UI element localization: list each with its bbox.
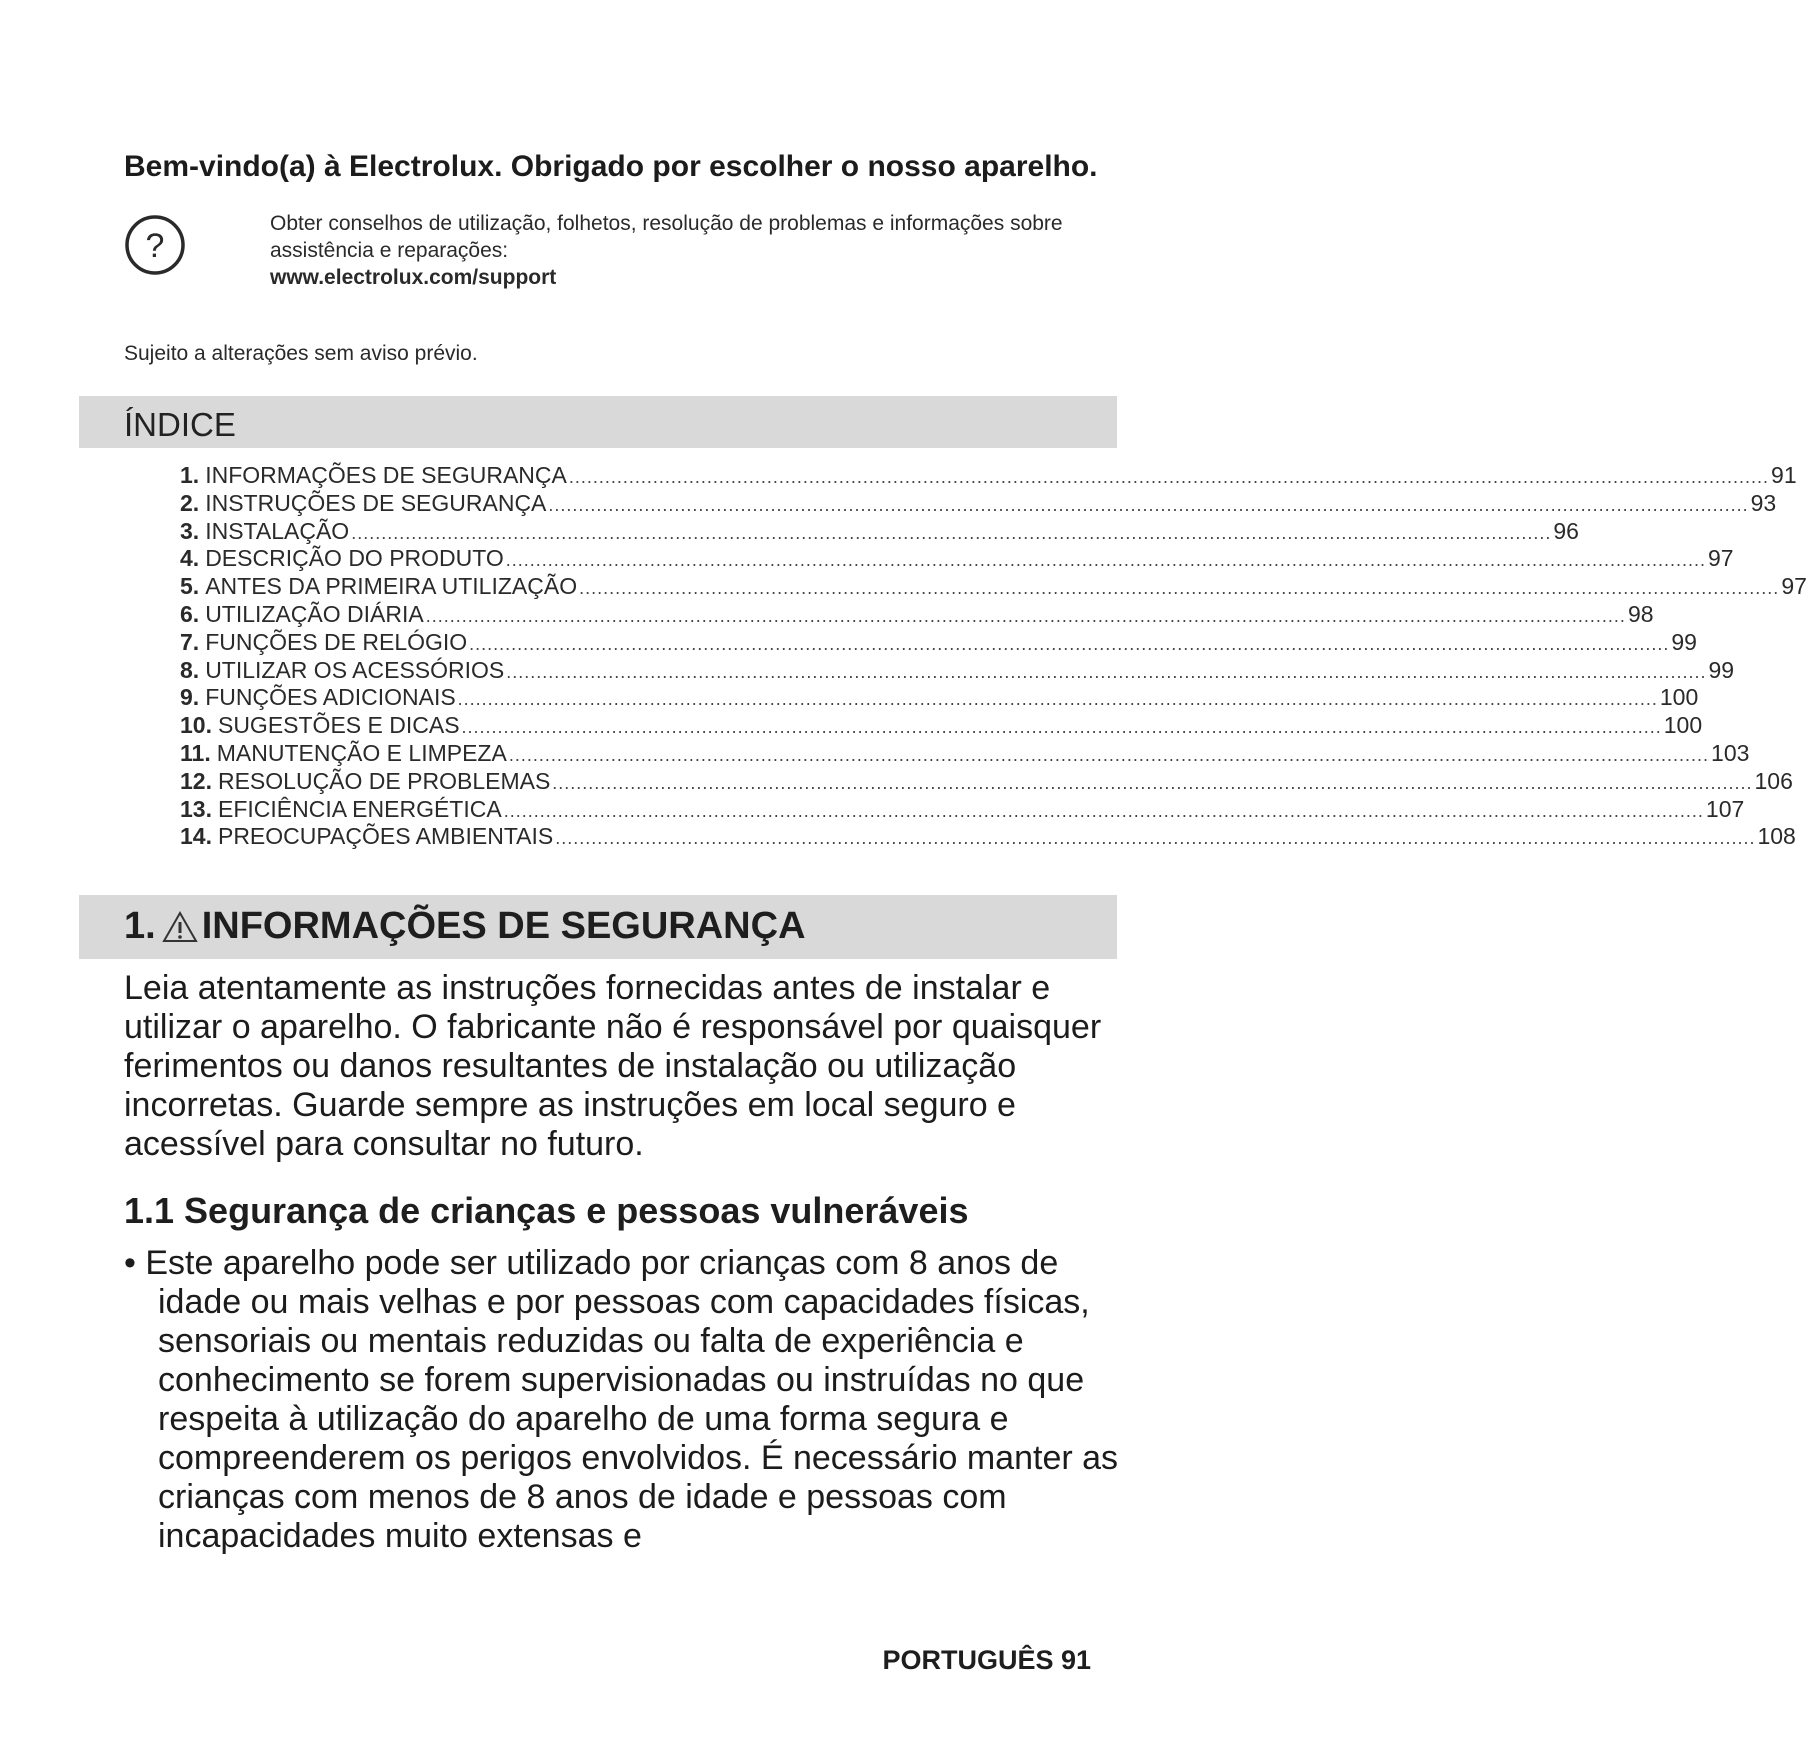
svg-text:?: ?	[145, 227, 165, 265]
toc-item-number: 8.	[180, 656, 200, 683]
toc-leader-dots: ........................................................................................................................................................................................................	[461, 717, 1662, 738]
table-of-contents	[180, 462, 1807, 851]
toc-leader-dots: ........................................................................................................................................................................................................	[555, 828, 1756, 849]
bullet-text: Este aparelho pode ser utilizado por crianças com 8 anos de idade ou mais velhas e por pessoas com capacidades físicas, sensoriais ou mentais reduzidas ou falta de experiência e conhecimento se forem supervisionadas ou instruídas no que respeita à utilização do aparelho de uma forma segura e compreenderem os perigos envolvidos. É necessário manter as crianças com menos de 8 anos de idade e pessoas com incapacidades muito extensas e	[145, 1244, 1119, 1555]
toc-item-page: 96	[1553, 517, 1579, 544]
toc-item-number: 12.	[180, 767, 212, 794]
toc-item[interactable]	[180, 823, 1796, 851]
toc-item[interactable]	[180, 684, 1699, 712]
toc-item-page: 100	[1663, 712, 1703, 739]
toc-item-title: FUNÇÕES ADICIONAIS	[205, 684, 456, 711]
toc-item[interactable]	[180, 545, 1734, 573]
section-title-text: INFORMAÇÕES DE SEGURANÇA	[201, 905, 806, 947]
toc-leader-dots: ........................................................................................................................................................................................................	[469, 633, 1670, 654]
toc-item-page: 91	[1771, 462, 1797, 488]
support-info	[270, 210, 1130, 291]
support-link[interactable]: www.electrolux.com/support	[270, 266, 557, 289]
toc-item-title: INSTRUÇÕES DE SEGURANÇA	[205, 489, 547, 516]
toc-item-number: 10.	[180, 712, 212, 739]
toc-item-number: 13.	[180, 795, 212, 822]
toc-item-page: 93	[1750, 489, 1777, 516]
section-number: 1.	[124, 905, 156, 947]
toc-item-title: RESOLUÇÃO DE PROBLEMAS	[217, 767, 551, 794]
toc-item[interactable]	[180, 489, 1777, 518]
toc-heading: ÍNDICE	[124, 406, 236, 443]
toc-leader-dots: ........................................................................................................................................................................................................	[508, 744, 1710, 765]
toc-item-number: 6.	[180, 600, 200, 627]
intro-paragraph: Leia atentamente as instruções fornecidas antes de instalar e utilizar o aparelho. O fabricante não é responsável por quaisquer ferimentos ou danos resultantes de instalação ou utilização incorretas. Guarde sempre as instruções em local seguro e acessível para consultar no futuro.	[124, 969, 1102, 1163]
toc-item[interactable]	[180, 712, 1703, 740]
toc-item[interactable]	[180, 628, 1697, 657]
page-footer: PORTUGUÊS 91	[882, 1645, 1091, 1675]
toc-item[interactable]	[180, 739, 1750, 768]
toc-item-number: 1.	[180, 462, 200, 488]
toc-item[interactable]	[180, 656, 1735, 685]
toc-item-title: ANTES DA PRIMEIRA UTILIZAÇÃO	[205, 573, 578, 600]
toc-leader-dots: ........................................................................................................................................................................................................	[548, 494, 1749, 515]
toc-item-page: 108	[1757, 823, 1796, 850]
question-circle-icon	[124, 214, 186, 276]
toc-item-page: 97	[1781, 573, 1807, 600]
toc-item-title: UTILIZAR OS ACESSÓRIOS	[205, 656, 505, 683]
toc-item-title: UTILIZAÇÃO DIÁRIA	[205, 600, 424, 627]
toc-item[interactable]	[180, 517, 1579, 546]
welcome-heading: Bem-vindo(a) à Electrolux. Obrigado por escolher o nosso aparelho.	[124, 150, 1098, 183]
toc-leader-dots: ........................................................................................................................................................................................................	[351, 522, 1552, 543]
toc-item[interactable]	[180, 573, 1807, 601]
toc-leader-dots: ........................................................................................................................................................................................................	[457, 689, 1658, 710]
warning-triangle-icon	[162, 911, 198, 943]
toc-item[interactable]	[180, 795, 1745, 824]
toc-item-title: MANUTENÇÃO E LIMPEZA	[216, 739, 507, 766]
subsection-title: 1.1 Segurança de crianças e pessoas vulneráveis	[124, 1190, 969, 1231]
toc-leader-dots: ........................................................................................................................................................................................................	[552, 772, 1753, 793]
disclaimer-text: Sujeito a alterações sem aviso prévio.	[124, 342, 478, 365]
toc-item-page: 107	[1705, 795, 1745, 822]
toc-item-page: 100	[1659, 684, 1699, 711]
toc-item-page: 103	[1711, 739, 1750, 766]
toc-item-page: 99	[1708, 656, 1735, 683]
toc-item-page: 99	[1671, 628, 1697, 655]
toc-leader-dots: ........................................................................................................................................................................................................	[568, 467, 1770, 487]
toc-item-title: EFICIÊNCIA ENERGÉTICA	[217, 795, 502, 822]
toc-leader-dots: ........................................................................................................................................................................................................	[579, 578, 1780, 599]
toc-item[interactable]	[180, 600, 1654, 629]
toc-leader-dots: ........................................................................................................................................................................................................	[425, 605, 1626, 626]
toc-item-title: INSTALAÇÃO	[205, 517, 350, 544]
toc-item-title: PREOCUPAÇÕES AMBIENTAIS	[217, 823, 554, 850]
toc-item-number: 4.	[180, 545, 200, 572]
toc-item-page: 98	[1627, 600, 1654, 627]
toc-item-page: 106	[1754, 767, 1793, 794]
toc-item-number: 5.	[180, 573, 200, 600]
toc-item-title: SUGESTÕES E DICAS	[217, 712, 460, 739]
toc-item-number: 7.	[180, 628, 200, 655]
section-1-title	[124, 905, 806, 948]
toc-item-number: 9.	[180, 684, 200, 711]
toc-item-title: INFORMAÇÕES DE SEGURANÇA	[205, 462, 567, 488]
toc-item-title: DESCRIÇÃO DO PRODUTO	[205, 545, 504, 572]
toc-leader-dots: ........................................................................................................................................................................................................	[506, 661, 1707, 682]
toc-item[interactable]	[180, 462, 1797, 490]
toc-item[interactable]	[180, 767, 1793, 796]
support-description: Obter conselhos de utilização, folhetos, resolução de problemas e informações sobre assistência e reparações:	[270, 212, 1063, 262]
toc-item-number: 14.	[180, 823, 212, 850]
toc-leader-dots: ........................................................................................................................................................................................................	[503, 800, 1704, 821]
toc-item-number: 2.	[180, 489, 200, 516]
toc-item-title: FUNÇÕES DE RELÓGIO	[205, 628, 468, 655]
bullet-item: • Este aparelho pode ser utilizado por crianças com 8 anos de idade ou mais velhas e por pessoas com capacidades físicas, sensoriais ou mentais reduzidas ou falta de experiência e conhecimento se forem supervisionadas ou instruídas no que respeita à utilização do aparelho de uma forma segura e compreenderem os perigos envolvidos. É necessário manter as crianças com menos de 8 anos de idade e pessoas com incapacidades muito extensas e	[124, 1244, 1119, 1555]
toc-leader-dots: ........................................................................................................................................................................................................	[505, 550, 1706, 571]
toc-item-number: 3.	[180, 517, 200, 544]
toc-item-number: 11.	[180, 739, 211, 766]
toc-item-page: 97	[1708, 545, 1734, 572]
